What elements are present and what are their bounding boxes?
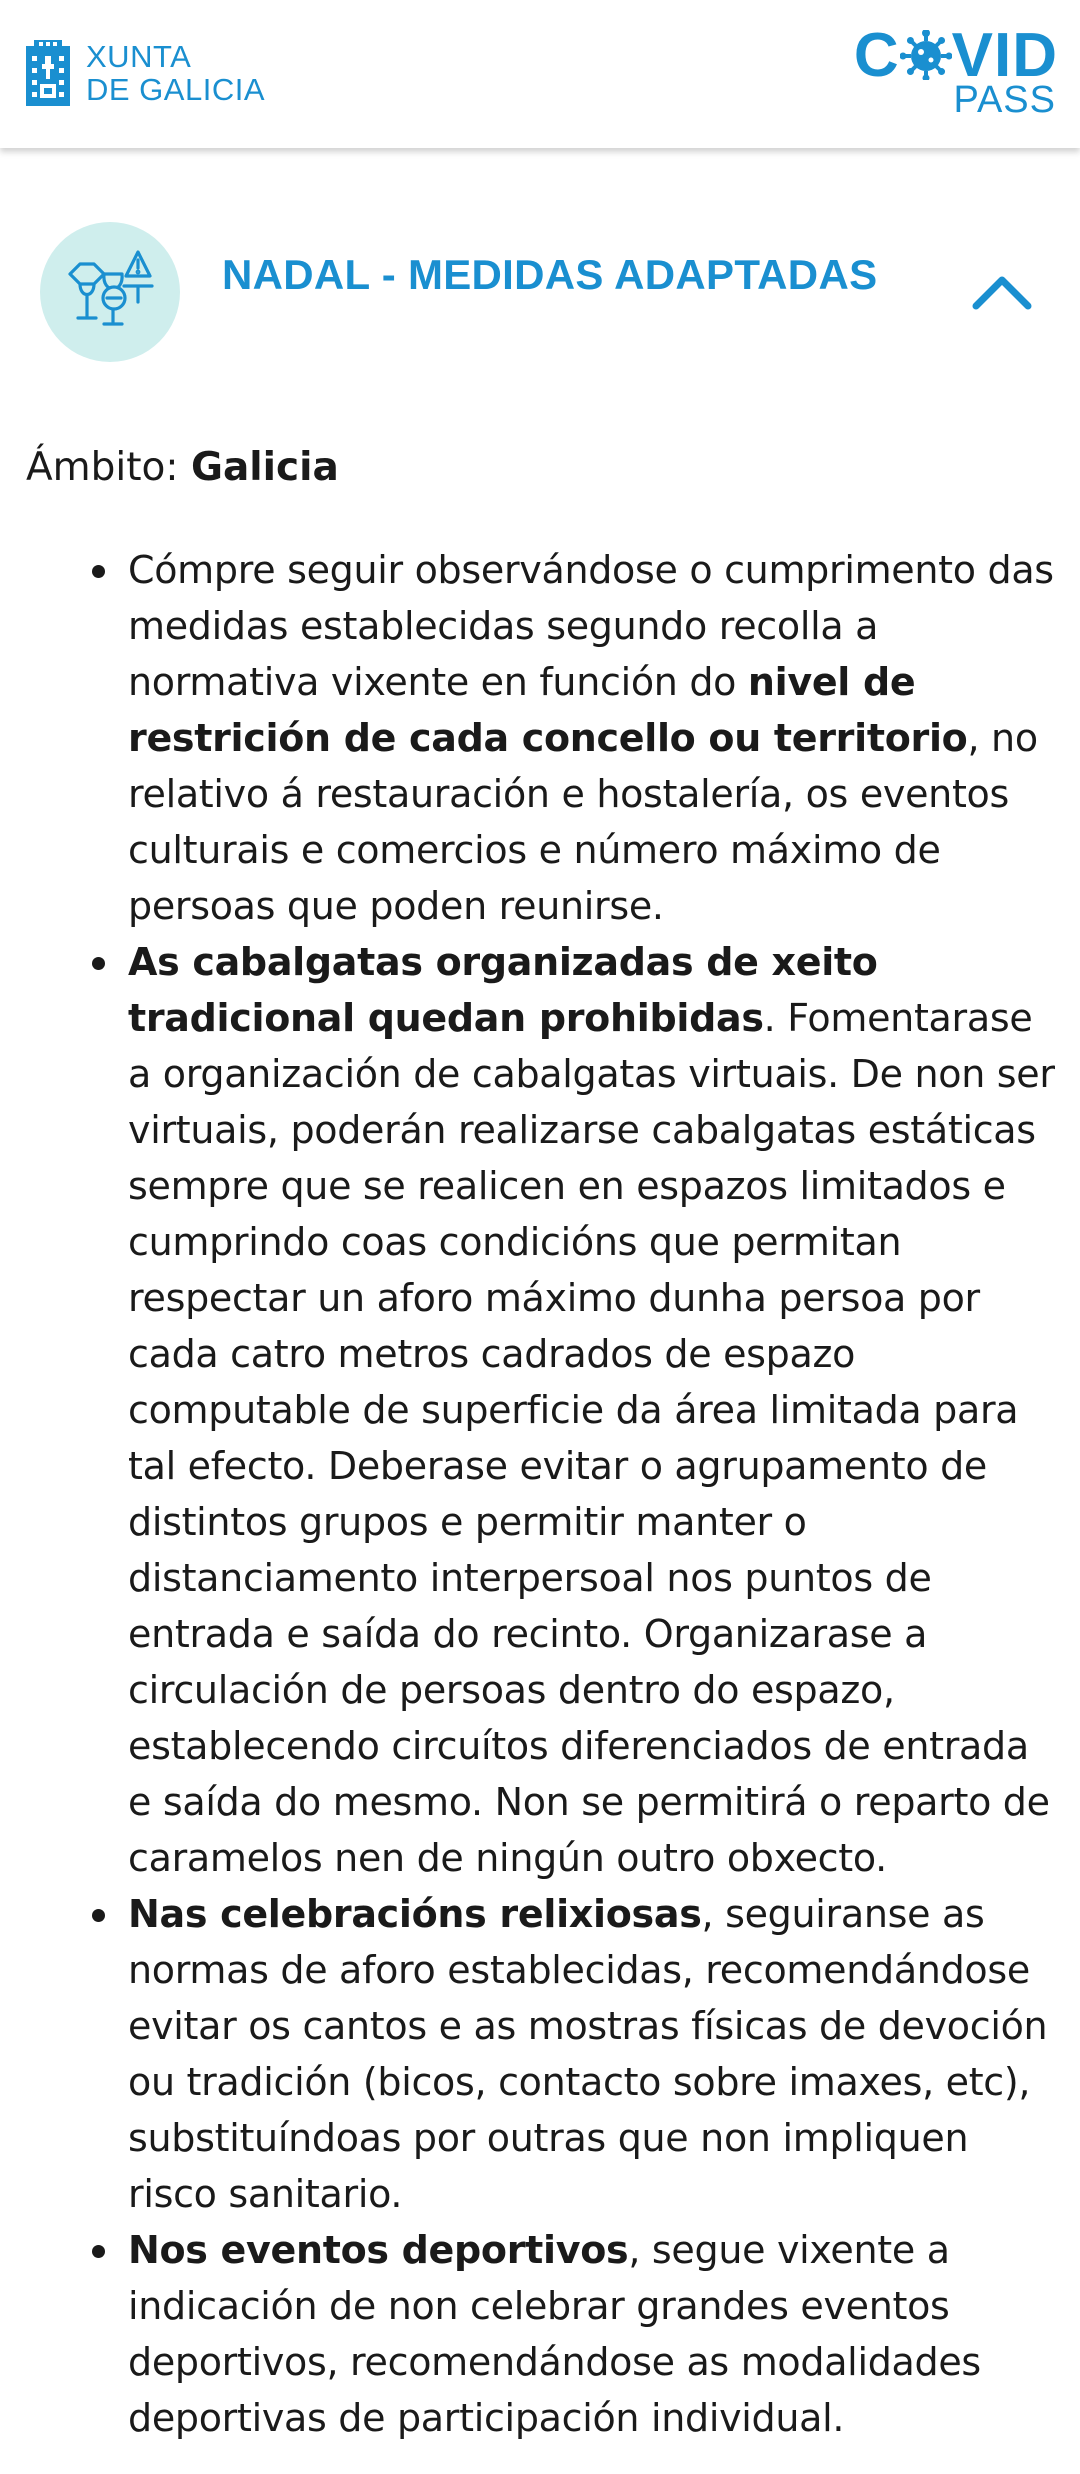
- measure-text: , no relativo á restauración e hostalería, os eventos culturais e comercios e número máximo de persoas que poden reunirse.: [128, 716, 1038, 928]
- measure-highlight: Nos eventos deportivos: [128, 2228, 629, 2272]
- measure-text: , segue vixente a indicación de non celebrar grandes eventos deportivos, recomendándose as modalidades deportivas de participación individual.: [128, 2228, 981, 2440]
- measure-item-religious-celebrations: [0, 1886, 1080, 2222]
- chevron-up-icon[interactable]: [962, 260, 1042, 320]
- covid-pass-logo[interactable]: [848, 21, 1058, 124]
- measure-item-sport-events: [0, 2222, 1080, 2446]
- scope-line: [26, 440, 339, 496]
- measure-text: , seguiranse as normas de aforo establecidas, recomendándose evitar os cantos e as mostras físicas de devoción ou tradición (bicos, contacto sobre imaxes, etc), substituíndoas por outras que non impliquen risco sanitario.: [128, 1892, 1048, 2216]
- xunta-wordmark-line1: XUNTA: [86, 39, 192, 74]
- measure-item-cabalgatas: [0, 934, 1080, 1886]
- xunta-wordmark: [86, 40, 265, 106]
- bullet-icon: [92, 2245, 105, 2258]
- xunta-wordmark-line2: DE GALICIA: [86, 72, 265, 107]
- measure-item-restriction-levels: [0, 542, 1080, 934]
- scope-value: Galicia: [190, 445, 339, 490]
- covid-wordmark-c: C: [853, 21, 900, 90]
- measure-highlight: Nas celebracións relixiosas: [128, 1892, 702, 1936]
- xunta-de-galicia-logo[interactable]: [26, 38, 265, 108]
- measure-text: . Fomentarase a organización de cabalgatas virtuais. De non ser virtuais, poderán realizarse cabalgatas estáticas sempre que se realicen en espazos limitados e cumprindo coas condicións que permitan respectar un aforo máximo dunha persoa por cada catro metros cadrados de espazo computable de superficie da área limitada para tal efecto. Deberase evitar o agrupamento de distintos grupos e permitir manter o distanciamento interpersoal nos puntos de entrada e saída do recinto. Organizarase a circulación de persoas dentro do espazo, establecendo circuítos diferenciados de entrada e saída do mesmo. Non se permitirá o reparto de caramelos nen de ningún outro obxecto.: [128, 996, 1055, 1880]
- covid-wordmark-vid: VID: [951, 21, 1058, 90]
- app-header: [0, 0, 1080, 148]
- measures-content: [0, 542, 1080, 2446]
- section-icon-badge: [40, 222, 180, 362]
- pass-wordmark: PASS: [953, 79, 1056, 121]
- bullet-icon: [92, 1909, 105, 1922]
- measure-text: Cómpre seguir observándose o cumprimento das medidas establecidas segundo recolla a normativa vixente en función do: [128, 548, 1054, 704]
- bullet-icon: [92, 957, 105, 970]
- section-header[interactable]: [0, 210, 1080, 370]
- measure-highlight: As cabalgatas organizadas de xeito tradicional quedan prohibidas: [128, 940, 878, 1040]
- section-title: NADAL - MEDIDAS ADAPTADAS: [222, 251, 878, 298]
- bullet-icon: [92, 565, 105, 578]
- christmas-celebration-restriction-icon: [40, 222, 180, 362]
- virus-icon: [900, 30, 952, 78]
- galicia-coat-of-arms-icon: [26, 40, 70, 106]
- scope-label: Ámbito:: [26, 445, 191, 490]
- measures-list: [0, 542, 1080, 2446]
- measure-highlight: nivel de restrición de cada concello ou territorio: [128, 660, 968, 760]
